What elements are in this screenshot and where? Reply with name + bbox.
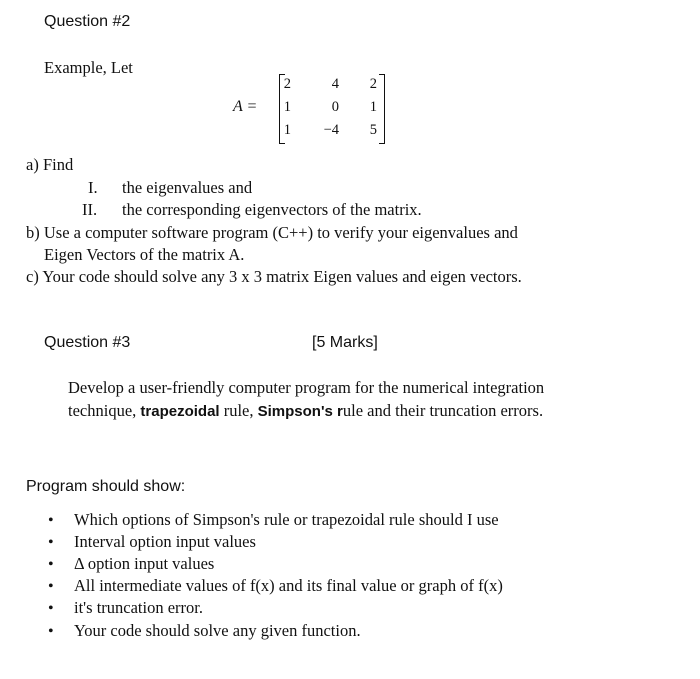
matrix-cell: 5 <box>369 122 377 138</box>
list-item <box>48 532 256 552</box>
program-heading: Program should show: <box>26 478 186 495</box>
roman-numeral: II. <box>82 200 98 219</box>
example-text: Example, Let <box>44 58 133 77</box>
part-c-line: c) Your code should solve any 3 x 3 matrix Eigen values and eigen vectors. <box>26 267 522 286</box>
q3-bold-simpsons: Simpson's <box>257 403 333 420</box>
list-item <box>48 621 361 641</box>
matrix-right-bracket <box>379 74 385 144</box>
matrix-cell: 1 <box>283 122 291 138</box>
roman-text: the corresponding eigenvectors of the matrix. <box>122 200 422 219</box>
list-item-text: All intermediate values of f(x) and its final value or graph of f(x) <box>74 576 503 595</box>
list-item-text: Δ option input values <box>74 554 215 573</box>
part-b-line-1: b) Use a computer software program (C++) to verify your eigenvalues and <box>26 223 518 242</box>
list-item-text: Your code should solve any given function. <box>74 621 361 640</box>
roman-text: the eigenvalues and <box>122 178 253 197</box>
question-2-heading: Question #2 <box>44 13 131 30</box>
matrix-cell: 1 <box>283 99 291 115</box>
list-item <box>48 510 499 530</box>
list-item-text: Interval option input values <box>74 532 256 551</box>
bullet-icon: • <box>48 512 54 529</box>
list-item-text: it's truncation error. <box>74 598 203 617</box>
q3-line-2 <box>68 401 543 421</box>
part-a-label: a) Find <box>26 155 74 174</box>
matrix-cell: 1 <box>369 99 377 115</box>
bullet-icon: • <box>48 600 54 617</box>
marks-label: [5 Marks] <box>312 334 378 351</box>
bullet-icon: • <box>48 578 54 595</box>
q3-bold-trapezoidal: trapezoidal <box>140 403 220 420</box>
matrix-label: A = <box>233 98 258 115</box>
roman-item <box>88 178 252 198</box>
matrix-cell: 4 <box>331 76 339 92</box>
q3-bold-r: r <box>332 403 343 420</box>
list-item <box>48 554 214 574</box>
question-3-heading: Question #3 <box>44 334 131 351</box>
q3-text: technique, <box>68 401 141 420</box>
part-b-line-2: Eigen Vectors of the matrix A. <box>44 245 245 264</box>
list-item <box>48 576 503 596</box>
roman-item <box>82 200 422 220</box>
matrix-cell: 2 <box>283 76 291 92</box>
roman-numeral: I. <box>88 178 98 197</box>
bullet-icon: • <box>48 534 54 551</box>
list-item <box>48 598 203 618</box>
q3-line-1: Develop a user-friendly computer program for the numerical integration <box>68 378 545 397</box>
list-item-text: Which options of Simpson's rule or trapezoidal rule should I use <box>74 510 499 529</box>
q3-text: rule, <box>219 401 258 420</box>
matrix-cell: 2 <box>369 76 377 92</box>
matrix-cell: −4 <box>323 122 339 138</box>
q3-text: ule and their truncation errors. <box>342 401 544 420</box>
bullet-icon: • <box>48 556 54 573</box>
matrix-cell: 0 <box>331 99 339 115</box>
bullet-icon: • <box>48 623 54 640</box>
